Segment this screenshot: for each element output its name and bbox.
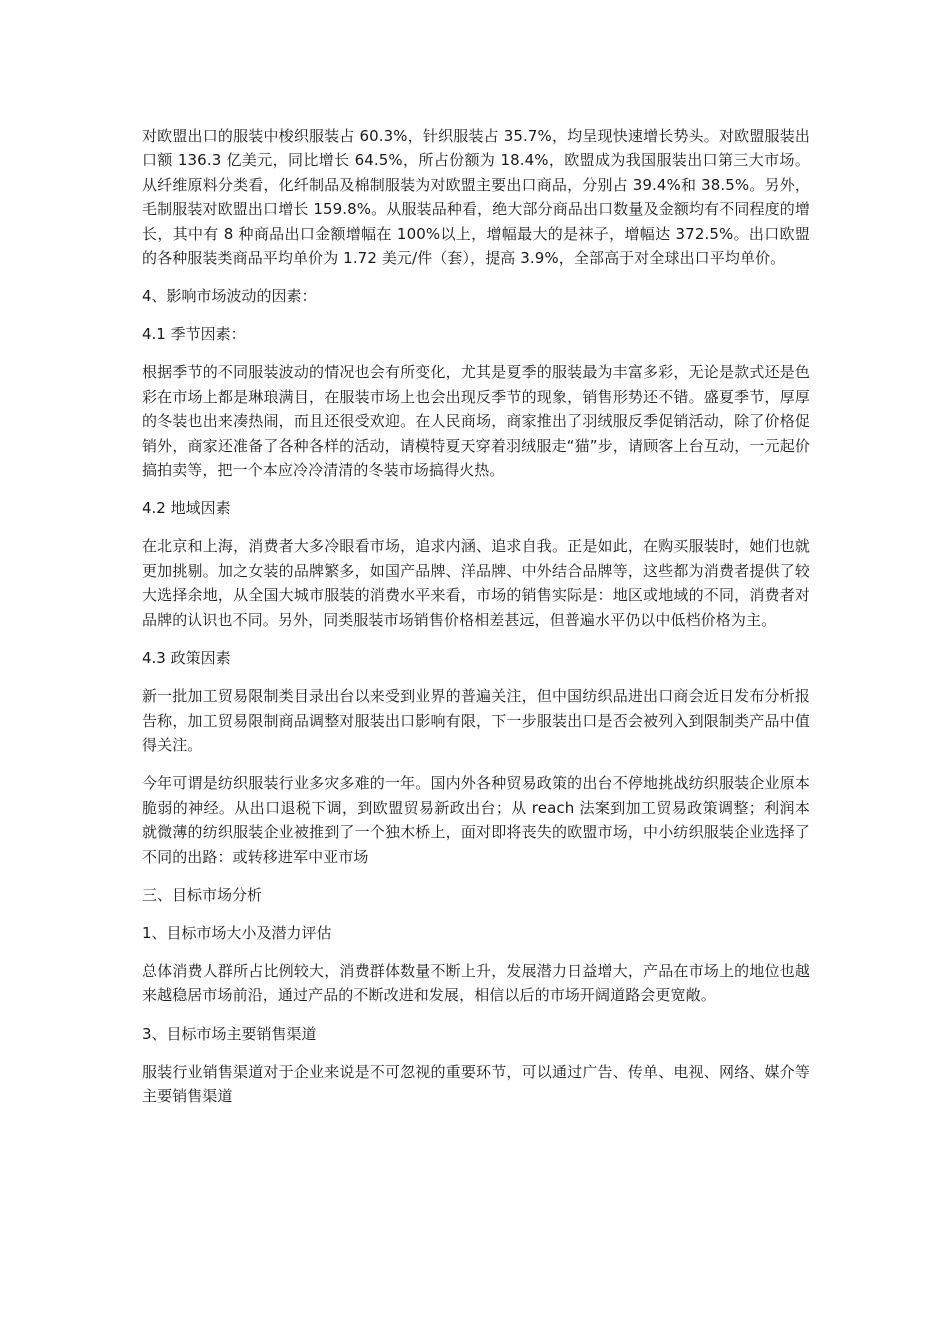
paragraph-season: 根据季节的不同服装波动的情况也会有所变化，尤其是夏季的服装最为丰富多彩，无论是款式还是色彩在市场上都是琳琅满目，在服装市场上也会出现反季节的现象，销售形势还不错。盛夏季节，厚厚的冬装也出来凑热闹，而且还很受欢迎。在人民商场，商家推出了羽绒服反季促销活动，除了价格促销外，商家还准备了各种各样的活动，请模特夏天穿着羽绒服走“猫”步，请顾客上台互动，一元起价搞拍卖等，把一个本应冷冷清清的冬装市场搞得火热。: [142, 363, 810, 480]
heading-market-size: 1、目标市场大小及潜力评估: [142, 923, 332, 942]
paragraph-sales-channels: 服装行业销售渠道对于企业来说是不可忽视的重要环节，可以通过广告、传单、电视、网络、媒介等主要销售渠道: [142, 1062, 810, 1106]
paragraph-eu-export: 对欧盟出口的服装中梭织服装占 60.3%，针织服装占 35.7%，均呈现快速增长势头。对欧盟服装出口额 136.3 亿美元，同比增长 64.5%，所占份额为 18.4%，欧盟成为我国服装出口第三大市场。从纤维原料分类看，化纤制品及棉制服装为对欧盟主要出口商品，分别占 39.4%和 38.5%。另外，毛制服装对欧盟出口增长 159.8%。从服装品种看，绝大部分商品出口数量及金额均有不同程度的增长，其中有 8 种商品出口金额增幅在 100%以上，增幅最大的是袜子，增幅达 372.5%。出口欧盟的各种服装类商品平均单价为 1.72 美元/件（套），提高 3.9%，全部高于对全球出口平均单价。: [142, 127, 810, 268]
heading-target-market-analysis: 三、目标市场分析: [142, 885, 263, 904]
paragraph-policy-2: 今年可谓是纺织服装行业多灾多难的一年。国内外各种贸易政策的出台不停地挑战纺织服装企业原本脆弱的神经。从出口退税下调，到欧盟贸易新政出台；从 reach 法案到加工贸易政策调整；利润本就微薄的纺织服装企业被推到了一个独木桥上，面对即将丧失的欧盟市场，中小纺织服装企业选择了不同的出路：或转移进军中亚市场: [142, 774, 810, 866]
document-page: [142, 124, 810, 1109]
heading-market-factors: 4、影响市场波动的因素：: [142, 287, 317, 306]
paragraph-market-size: 总体消费人群所占比例较大，消费群体数量不断上升，发展潜力日益增大，产品在市场上的地位也越来越稳居市场前沿，通过产品的不断改进和发展，相信以后的市场开阔道路会更宽敞。: [142, 961, 810, 1005]
heading-region-factor: 4.2 地域因素: [142, 499, 231, 518]
heading-policy-factor: 4.3 政策因素: [142, 649, 231, 668]
paragraph-region: 在北京和上海，消费者大多冷眼看市场，追求内涵、追求自我。正是如此，在购买服装时，她们也就更加挑剔。加之女装的品牌繁多，如国产品牌、洋品牌、中外结合品牌等，这些都为消费者提供了较大选择余地，从全国大城市服装的消费水平来看，市场的销售实际是：地区或地域的不同，消费者对品牌的认识也不同。另外，同类服装市场销售价格相差甚远，但普遍水平仍以中低档价格为主。: [142, 537, 810, 629]
paragraph-policy-1: 新一批加工贸易限制类目录出台以来受到业界的普遍关注，但中国纺织品进出口商会近日发布分析报告称，加工贸易限制商品调整对服装出口影响有限，下一步服装出口是否会被列入到限制类产品中值得关注。: [142, 687, 810, 754]
heading-sales-channels: 3、目标市场主要销售渠道: [142, 1024, 317, 1043]
heading-season-factor: 4.1 季节因素：: [142, 325, 246, 344]
